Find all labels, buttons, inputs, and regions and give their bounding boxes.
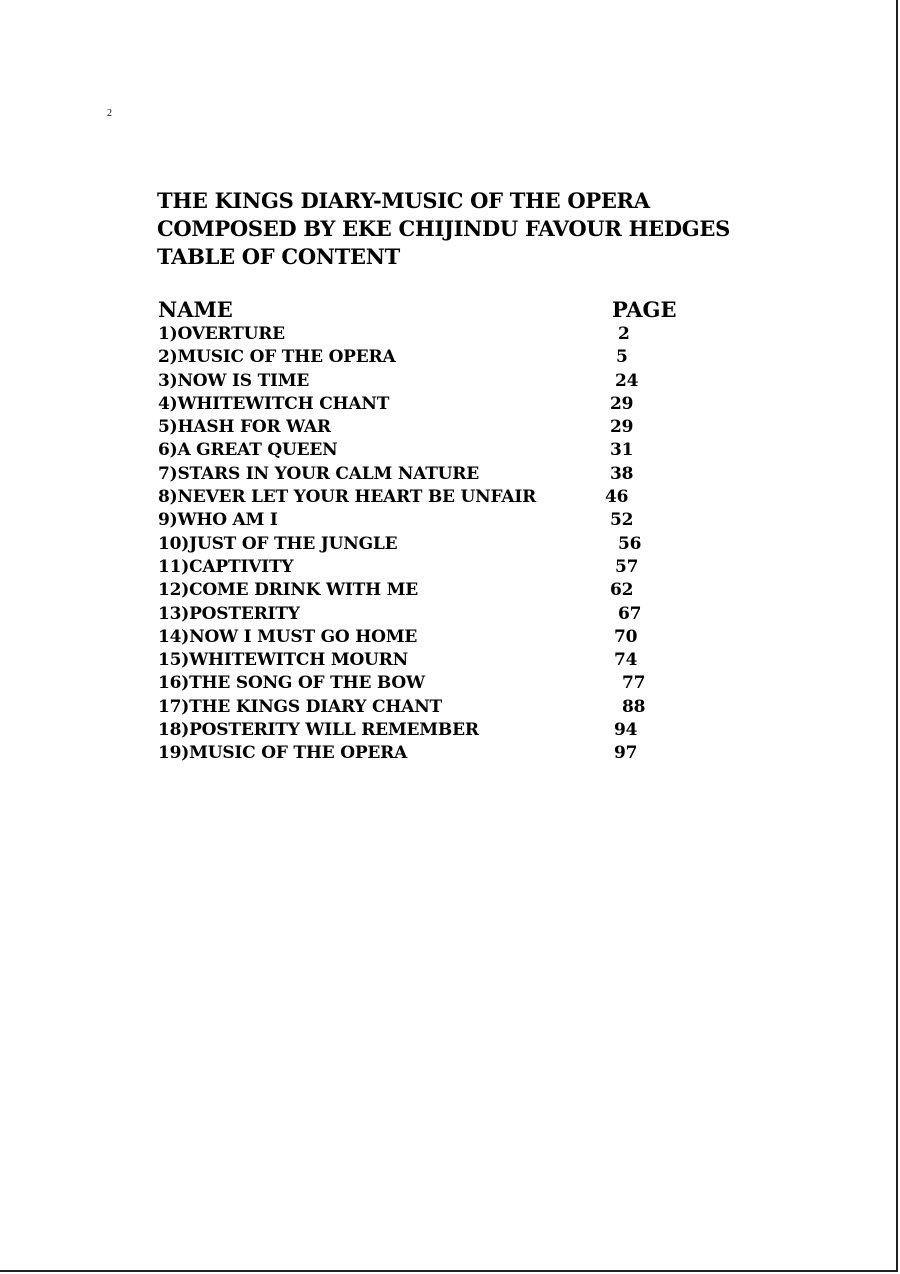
toc-entry <box>158 323 698 346</box>
toc-entry-title: 6)A GREAT QUEEN <box>158 440 338 461</box>
toc-rows <box>158 323 698 766</box>
toc-entry-page: 88 <box>622 696 646 717</box>
toc-entry-page: 77 <box>622 673 646 694</box>
toc-entry-page: 46 <box>605 487 629 508</box>
toc-entry <box>158 393 698 416</box>
toc-entry-title: 18)POSTERITY WILL REMEMBER <box>158 720 479 741</box>
toc-entry-title: 17)THE KINGS DIARY CHANT <box>158 696 442 717</box>
toc-entry-page: 2 <box>618 324 630 344</box>
toc-entry-page: 74 <box>614 650 638 671</box>
toc-entry-page: 29 <box>610 393 634 414</box>
toc-entry-page: 62 <box>610 580 634 601</box>
toc-entry-title: 9)WHO AM I <box>158 510 278 531</box>
toc-entry <box>158 463 698 486</box>
toc-entry-page: 67 <box>618 603 642 624</box>
toc-entry <box>158 649 698 672</box>
toc-entry-title: 10)JUST OF THE JUNGLE <box>158 533 398 554</box>
toc-entry-page: 70 <box>614 626 638 647</box>
toc-entry <box>158 439 698 462</box>
toc-entry <box>158 579 698 602</box>
toc-entry-title: 16)THE SONG OF THE BOW <box>158 673 425 694</box>
toc-entry-title: 1)OVERTURE <box>158 324 285 344</box>
toc-entry-page: 97 <box>614 743 638 764</box>
composer-line: COMPOSED BY EKE CHIJINDU FAVOUR HEDGES <box>157 216 730 241</box>
toc-entry-page: 31 <box>610 440 634 461</box>
document-heading <box>157 187 730 271</box>
toc-header-row <box>158 297 698 323</box>
toc-entry-page: 38 <box>610 463 634 484</box>
toc-entry-title: 8)NEVER LET YOUR HEART BE UNFAIR <box>158 487 537 508</box>
toc-entry <box>158 416 698 439</box>
toc-entry-title: 15)WHITEWITCH MOURN <box>158 650 408 671</box>
toc-entry-page: 29 <box>610 417 634 438</box>
toc-entry-title: 2)MUSIC OF THE OPERA <box>158 347 396 368</box>
toc-entry-title: 12)COME DRINK WITH ME <box>158 580 419 601</box>
toc-entry <box>158 556 698 579</box>
toc-entry <box>158 742 698 765</box>
toc-entry-title: 5)HASH FOR WAR <box>158 417 331 438</box>
name-column-header: NAME <box>158 297 233 322</box>
toc-entry-title: 7)STARS IN YOUR CALM NATURE <box>158 463 479 484</box>
toc-entry-title: 4)WHITEWITCH CHANT <box>158 393 390 414</box>
table-of-contents <box>158 297 698 766</box>
toc-entry <box>158 672 698 695</box>
toc-subtitle: TABLE OF CONTENT <box>157 244 400 269</box>
document-title: THE KINGS DIARY-MUSIC OF THE OPERA <box>157 188 650 213</box>
toc-entry-page: 57 <box>615 556 639 577</box>
toc-entry-title: 19)MUSIC OF THE OPERA <box>158 743 408 764</box>
toc-entry <box>158 696 698 719</box>
toc-entry <box>158 533 698 556</box>
toc-entry <box>158 603 698 626</box>
toc-entry-page: 5 <box>616 347 628 368</box>
toc-entry-title: 13)POSTERITY <box>158 603 300 624</box>
toc-entry-title: 14)NOW I MUST GO HOME <box>158 626 418 647</box>
toc-entry <box>158 486 698 509</box>
toc-entry-page: 24 <box>615 370 639 391</box>
toc-entry <box>158 626 698 649</box>
toc-entry-page: 94 <box>614 720 638 741</box>
toc-entry <box>158 370 698 393</box>
page-number: 2 <box>107 108 112 119</box>
toc-entry-title: 11)CAPTIVITY <box>158 556 294 577</box>
toc-entry-page: 56 <box>618 533 642 554</box>
toc-entry <box>158 346 698 369</box>
page-column-header: PAGE <box>612 297 677 322</box>
toc-entry-page: 52 <box>610 510 634 531</box>
toc-entry <box>158 509 698 532</box>
toc-entry <box>158 719 698 742</box>
toc-entry-title: 3)NOW IS TIME <box>158 370 310 391</box>
